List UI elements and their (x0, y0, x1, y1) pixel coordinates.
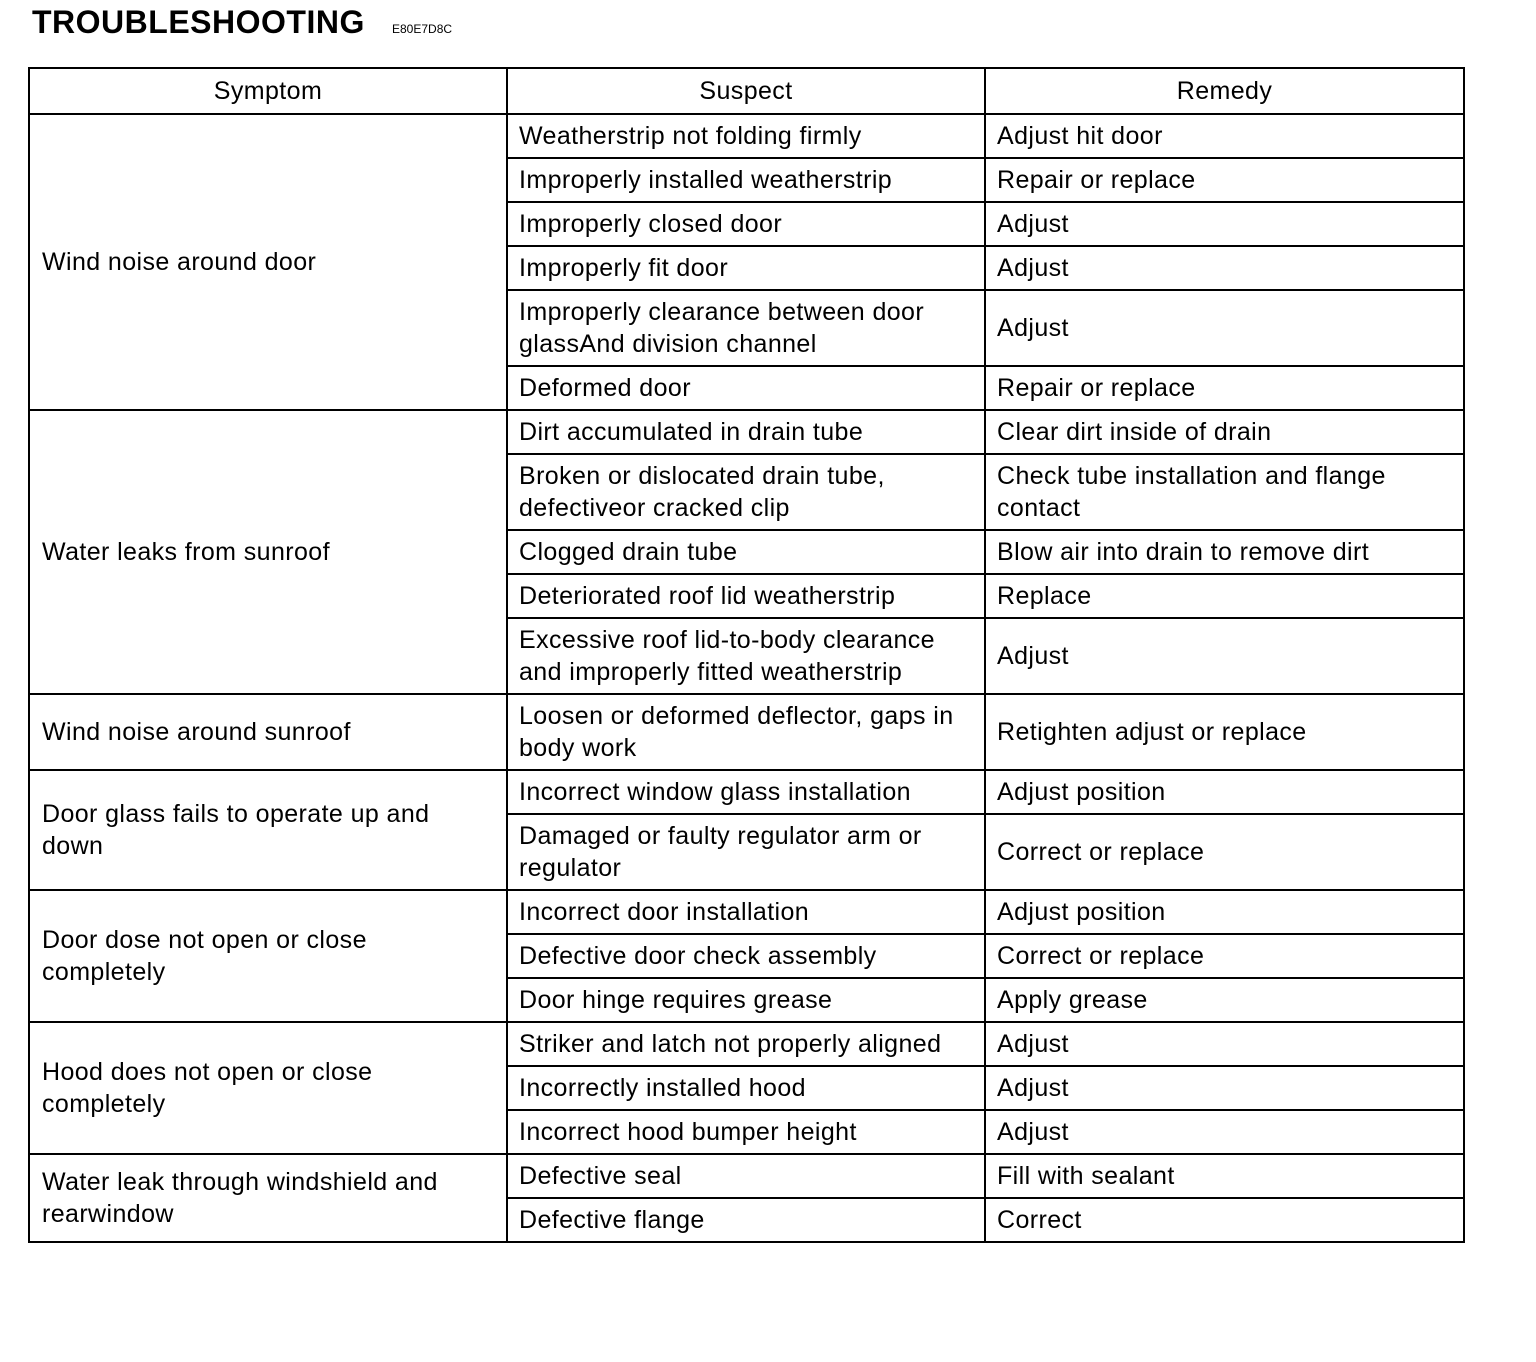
remedy-cell: Adjust position (985, 890, 1464, 934)
table-row (29, 410, 1464, 454)
remedy-cell: Correct (985, 1198, 1464, 1242)
table-row (29, 770, 1464, 814)
symptom-cell: Door glass fails to operate up and down (29, 770, 507, 890)
suspect-cell: Dirt accumulated in drain tube (507, 410, 985, 454)
remedy-cell: Correct or replace (985, 934, 1464, 978)
remedy-cell: Adjust (985, 202, 1464, 246)
table-row (29, 890, 1464, 934)
remedy-cell: Adjust hit door (985, 114, 1464, 158)
suspect-cell: Improperly installed weatherstrip (507, 158, 985, 202)
remedy-cell: Repair or replace (985, 366, 1464, 410)
remedy-cell: Adjust (985, 1022, 1464, 1066)
remedy-cell: Replace (985, 574, 1464, 618)
remedy-cell: Adjust (985, 618, 1464, 694)
table-row (29, 694, 1464, 770)
remedy-cell: Repair or replace (985, 158, 1464, 202)
suspect-cell: Damaged or faulty regulator arm or regulator (507, 814, 985, 890)
symptom-cell: Water leak through windshield and rearwindow (29, 1154, 507, 1242)
suspect-cell: Incorrect hood bumper height (507, 1110, 985, 1154)
suspect-cell: Deformed door (507, 366, 985, 410)
remedy-cell: Fill with sealant (985, 1154, 1464, 1198)
symptom-cell: Wind noise around sunroof (29, 694, 507, 770)
troubleshooting-table (28, 67, 1465, 1243)
suspect-cell: Improperly clearance between door glassAnd division channel (507, 290, 985, 366)
document-code: E80E7D8C (392, 22, 453, 36)
suspect-cell: Broken or dislocated drain tube, defectiveor cracked clip (507, 454, 985, 530)
suspect-cell: Excessive roof lid-to-body clearance and improperly fitted weatherstrip (507, 618, 985, 694)
remedy-cell: Check tube installation and flange contact (985, 454, 1464, 530)
symptom-cell: Door dose not open or close completely (29, 890, 507, 1022)
suspect-cell: Incorrect door installation (507, 890, 985, 934)
remedy-cell: Adjust (985, 290, 1464, 366)
suspect-cell: Clogged drain tube (507, 530, 985, 574)
remedy-cell: Clear dirt inside of drain (985, 410, 1464, 454)
suspect-cell: Improperly closed door (507, 202, 985, 246)
suspect-cell: Incorrect window glass installation (507, 770, 985, 814)
remedy-cell: Blow air into drain to remove dirt (985, 530, 1464, 574)
table-header-row (29, 68, 1464, 114)
suspect-cell: Incorrectly installed hood (507, 1066, 985, 1110)
table-row (29, 1022, 1464, 1066)
header-suspect: Suspect (507, 68, 985, 114)
header-symptom: Symptom (29, 68, 507, 114)
suspect-cell: Weatherstrip not folding firmly (507, 114, 985, 158)
remedy-cell: Retighten adjust or replace (985, 694, 1464, 770)
suspect-cell: Improperly fit door (507, 246, 985, 290)
header-remedy: Remedy (985, 68, 1464, 114)
remedy-cell: Correct or replace (985, 814, 1464, 890)
suspect-cell: Deteriorated roof lid weatherstrip (507, 574, 985, 618)
symptom-cell: Wind noise around door (29, 114, 507, 410)
suspect-cell: Defective flange (507, 1198, 985, 1242)
table-row (29, 1154, 1464, 1198)
suspect-cell: Loosen or deformed deflector, gaps in body work (507, 694, 985, 770)
suspect-cell: Door hinge requires grease (507, 978, 985, 1022)
suspect-cell: Defective seal (507, 1154, 985, 1198)
page-title: TROUBLESHOOTING (32, 4, 365, 40)
remedy-cell: Adjust (985, 1110, 1464, 1154)
suspect-cell: Striker and latch not properly aligned (507, 1022, 985, 1066)
symptom-cell: Hood does not open or close completely (29, 1022, 507, 1154)
remedy-cell: Adjust (985, 1066, 1464, 1110)
remedy-cell: Adjust (985, 246, 1464, 290)
suspect-cell: Defective door check assembly (507, 934, 985, 978)
remedy-cell: Adjust position (985, 770, 1464, 814)
remedy-cell: Apply grease (985, 978, 1464, 1022)
symptom-cell: Water leaks from sunroof (29, 410, 507, 694)
table-row (29, 114, 1464, 158)
